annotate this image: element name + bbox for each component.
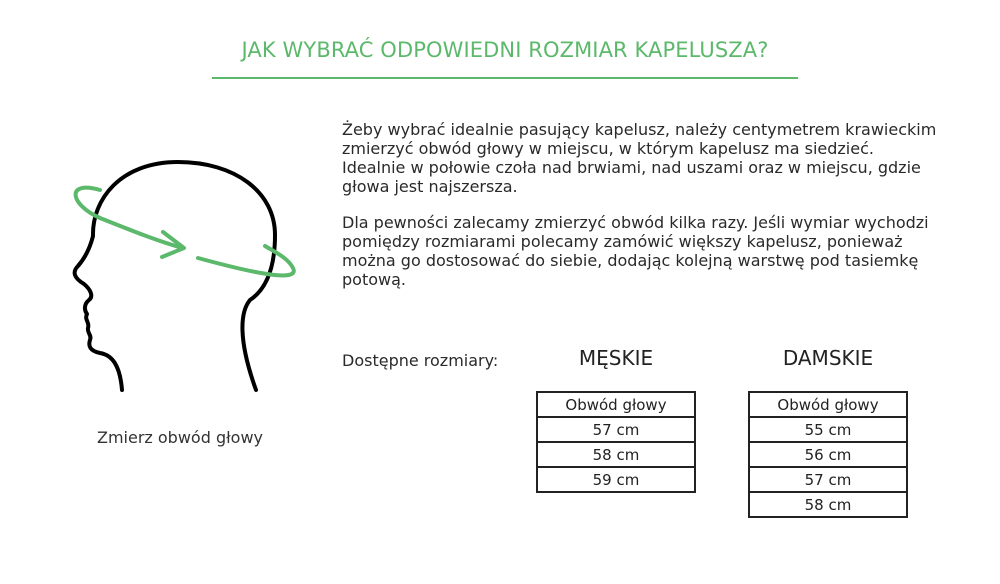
title-divider [212,77,798,79]
table-row [749,417,907,442]
tape-right [198,246,294,275]
table-header-row [537,392,695,417]
intro-text [342,120,942,306]
men-heading: MĘSKIE [578,346,654,370]
size-cell: 56 cm [749,442,907,467]
size-cell: 55 cm [749,417,907,442]
size-cell: 57 cm [537,417,695,442]
intro-paragraph-1: Żeby wybrać idealnie pasujący kapelusz, należy centymetrem krawieckim zmierzyć obwód głowy w miejscu, w którym kapelusz ma siedzieć. Idealnie w połowie czoła nad brwiami, nad uszami oraz w miejscu, gdzie głowa jest najszersza. [342,120,937,196]
tape-front [100,218,183,248]
table-row [537,417,695,442]
head-measurement-icon [60,150,310,400]
men-sizes [536,346,696,493]
page-title: JAK WYBRAĆ ODPOWIEDNI ROZMIAR KAPELUSZA? [241,38,769,62]
column-header: Obwód głowy [749,392,907,417]
available-sizes-label: Dostępne rozmiary: [342,351,499,370]
women-heading: DAMSKIE [782,346,874,370]
women-sizes [748,346,908,518]
table-row [537,442,695,467]
intro-paragraph-2: Dla pewności zalecamy zmierzyć obwód kilka razy. Jeśli wymiar wychodzi pomiędzy rozmiarami polecamy zamówić większy kapelusz, ponieważ można go dostosować do siebie, dodając kolejną warstwę pod tasiemkę potową. [342,213,929,289]
size-cell: 57 cm [749,467,907,492]
size-cell: 58 cm [749,492,907,517]
table-row [749,467,907,492]
women-size-table [748,391,908,518]
size-cell: 58 cm [537,442,695,467]
illustration-caption: Zmierz obwód głowy [96,428,263,447]
table-row [749,442,907,467]
column-header: Obwód głowy [537,392,695,417]
size-cell: 59 cm [537,467,695,492]
table-row [749,492,907,517]
table-row [537,467,695,492]
men-size-table [536,391,696,493]
head-outline [75,162,275,390]
table-header-row [749,392,907,417]
